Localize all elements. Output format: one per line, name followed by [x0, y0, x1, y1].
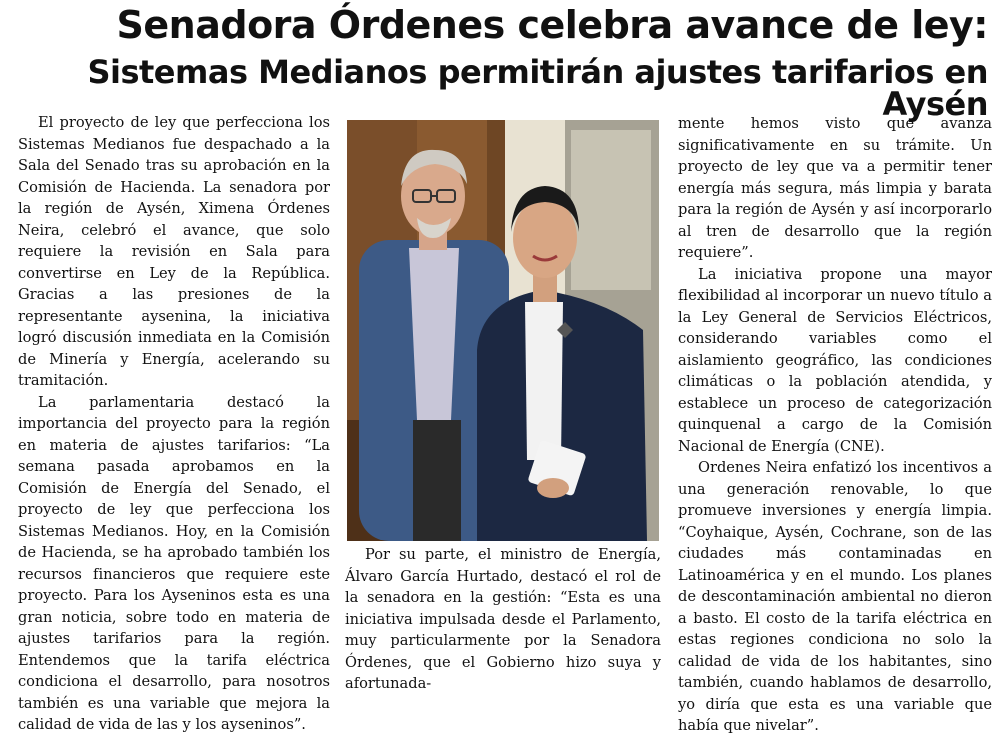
- col3-paragraph-1: mente hemos visto que avanza significativamente en su trámite. Un proyecto de ley que va a permitir tener energía más segura, más limpia y barata para la región de Aysén y así incorporarlo al tren de desarrollo que la región requiere”.: [678, 115, 992, 261]
- col3-paragraph-2: La iniciativa propone una mayor flexibilidad al incorporar un nuevo título a la Ley General de Servicios Eléctricos, considerando variables como el aislamiento geográfico, las condiciones climáticas o la población atendida, y establece un proceso de categorización quinquenal a cargo de la Comisión Nacional de Energía (CNE).: [678, 265, 992, 455]
- article-column-3: [678, 113, 992, 737]
- col3-paragraph-3: Ordenes Neira enfatizó los incentivos a una generación renovable, lo que promueve inversiones y energía limpia. “Coyhaique, Aysén, Cochrane, son de las ciudades más contaminadas en Latinoamérica y en el mundo. Los planes de descontaminación ambiental no dieron a basto. El costo de la tarifa eléctrica en estas regiones condiciona no solo la calidad de vida de los habitantes, sino también, cuando hablamos de desarrollo, yo diría que esta es una variable que había que nivelar”.: [678, 459, 992, 734]
- headline-line-2: Sistemas Medianos permitirán ajustes tarifarios en Aysén: [87, 53, 988, 123]
- col2-paragraph-1: Por su parte, el ministro de Energía, Álvaro García Hurtado, destacó el rol de la senadora en la gestión: “Esta es una iniciativa impulsada desde el Parlamento, muy particularmente por la Senadora Órdenes, que el Gobierno hizo suya y afortunada-: [345, 546, 661, 692]
- article-photo: [347, 120, 659, 541]
- article-column-2: [345, 544, 661, 695]
- headline-line-1: Senadora Órdenes celebra avance de ley:: [116, 3, 988, 47]
- col1-paragraph-2: La parlamentaria destacó la importancia del proyecto para la región en materia de ajustes tarifarios: “La semana pasada aprobamos en la Comisión de Energía del Senado, el proyecto de ley que perfecciona los Sistemas Medianos. Hoy, en la Comisión de Hacienda, se ha aprobado también los recursos financieros que requiere este proyecto. Para los Ayseninos esta es una gran noticia, sobre todo en materia de ajustes tarifarios para la región. Entendemos que la tarifa eléctrica condiciona el desarrollo, para nosotros también es una variable que mejora la calidad de vida de las y los ayseninos”.: [18, 393, 330, 733]
- article-column-1: [18, 112, 330, 736]
- photo-man-and-woman-icon: [347, 120, 659, 541]
- col1-paragraph-1: El proyecto de ley que perfecciona los Sistemas Medianos fue despachado a la Sala del Senado tras su aprobación en la Comisión de Hacienda. La senadora por la región de Aysén, Ximena Órdenes Neira, celebró el avance, que solo requiere la revisión en Sala para convertirse en Ley de la República. Gracias a las presiones de la representante aysenina, la iniciativa logró discusión inmediata en la Comisión de Minería y Energía, acelerando su tramitación.: [18, 114, 330, 389]
